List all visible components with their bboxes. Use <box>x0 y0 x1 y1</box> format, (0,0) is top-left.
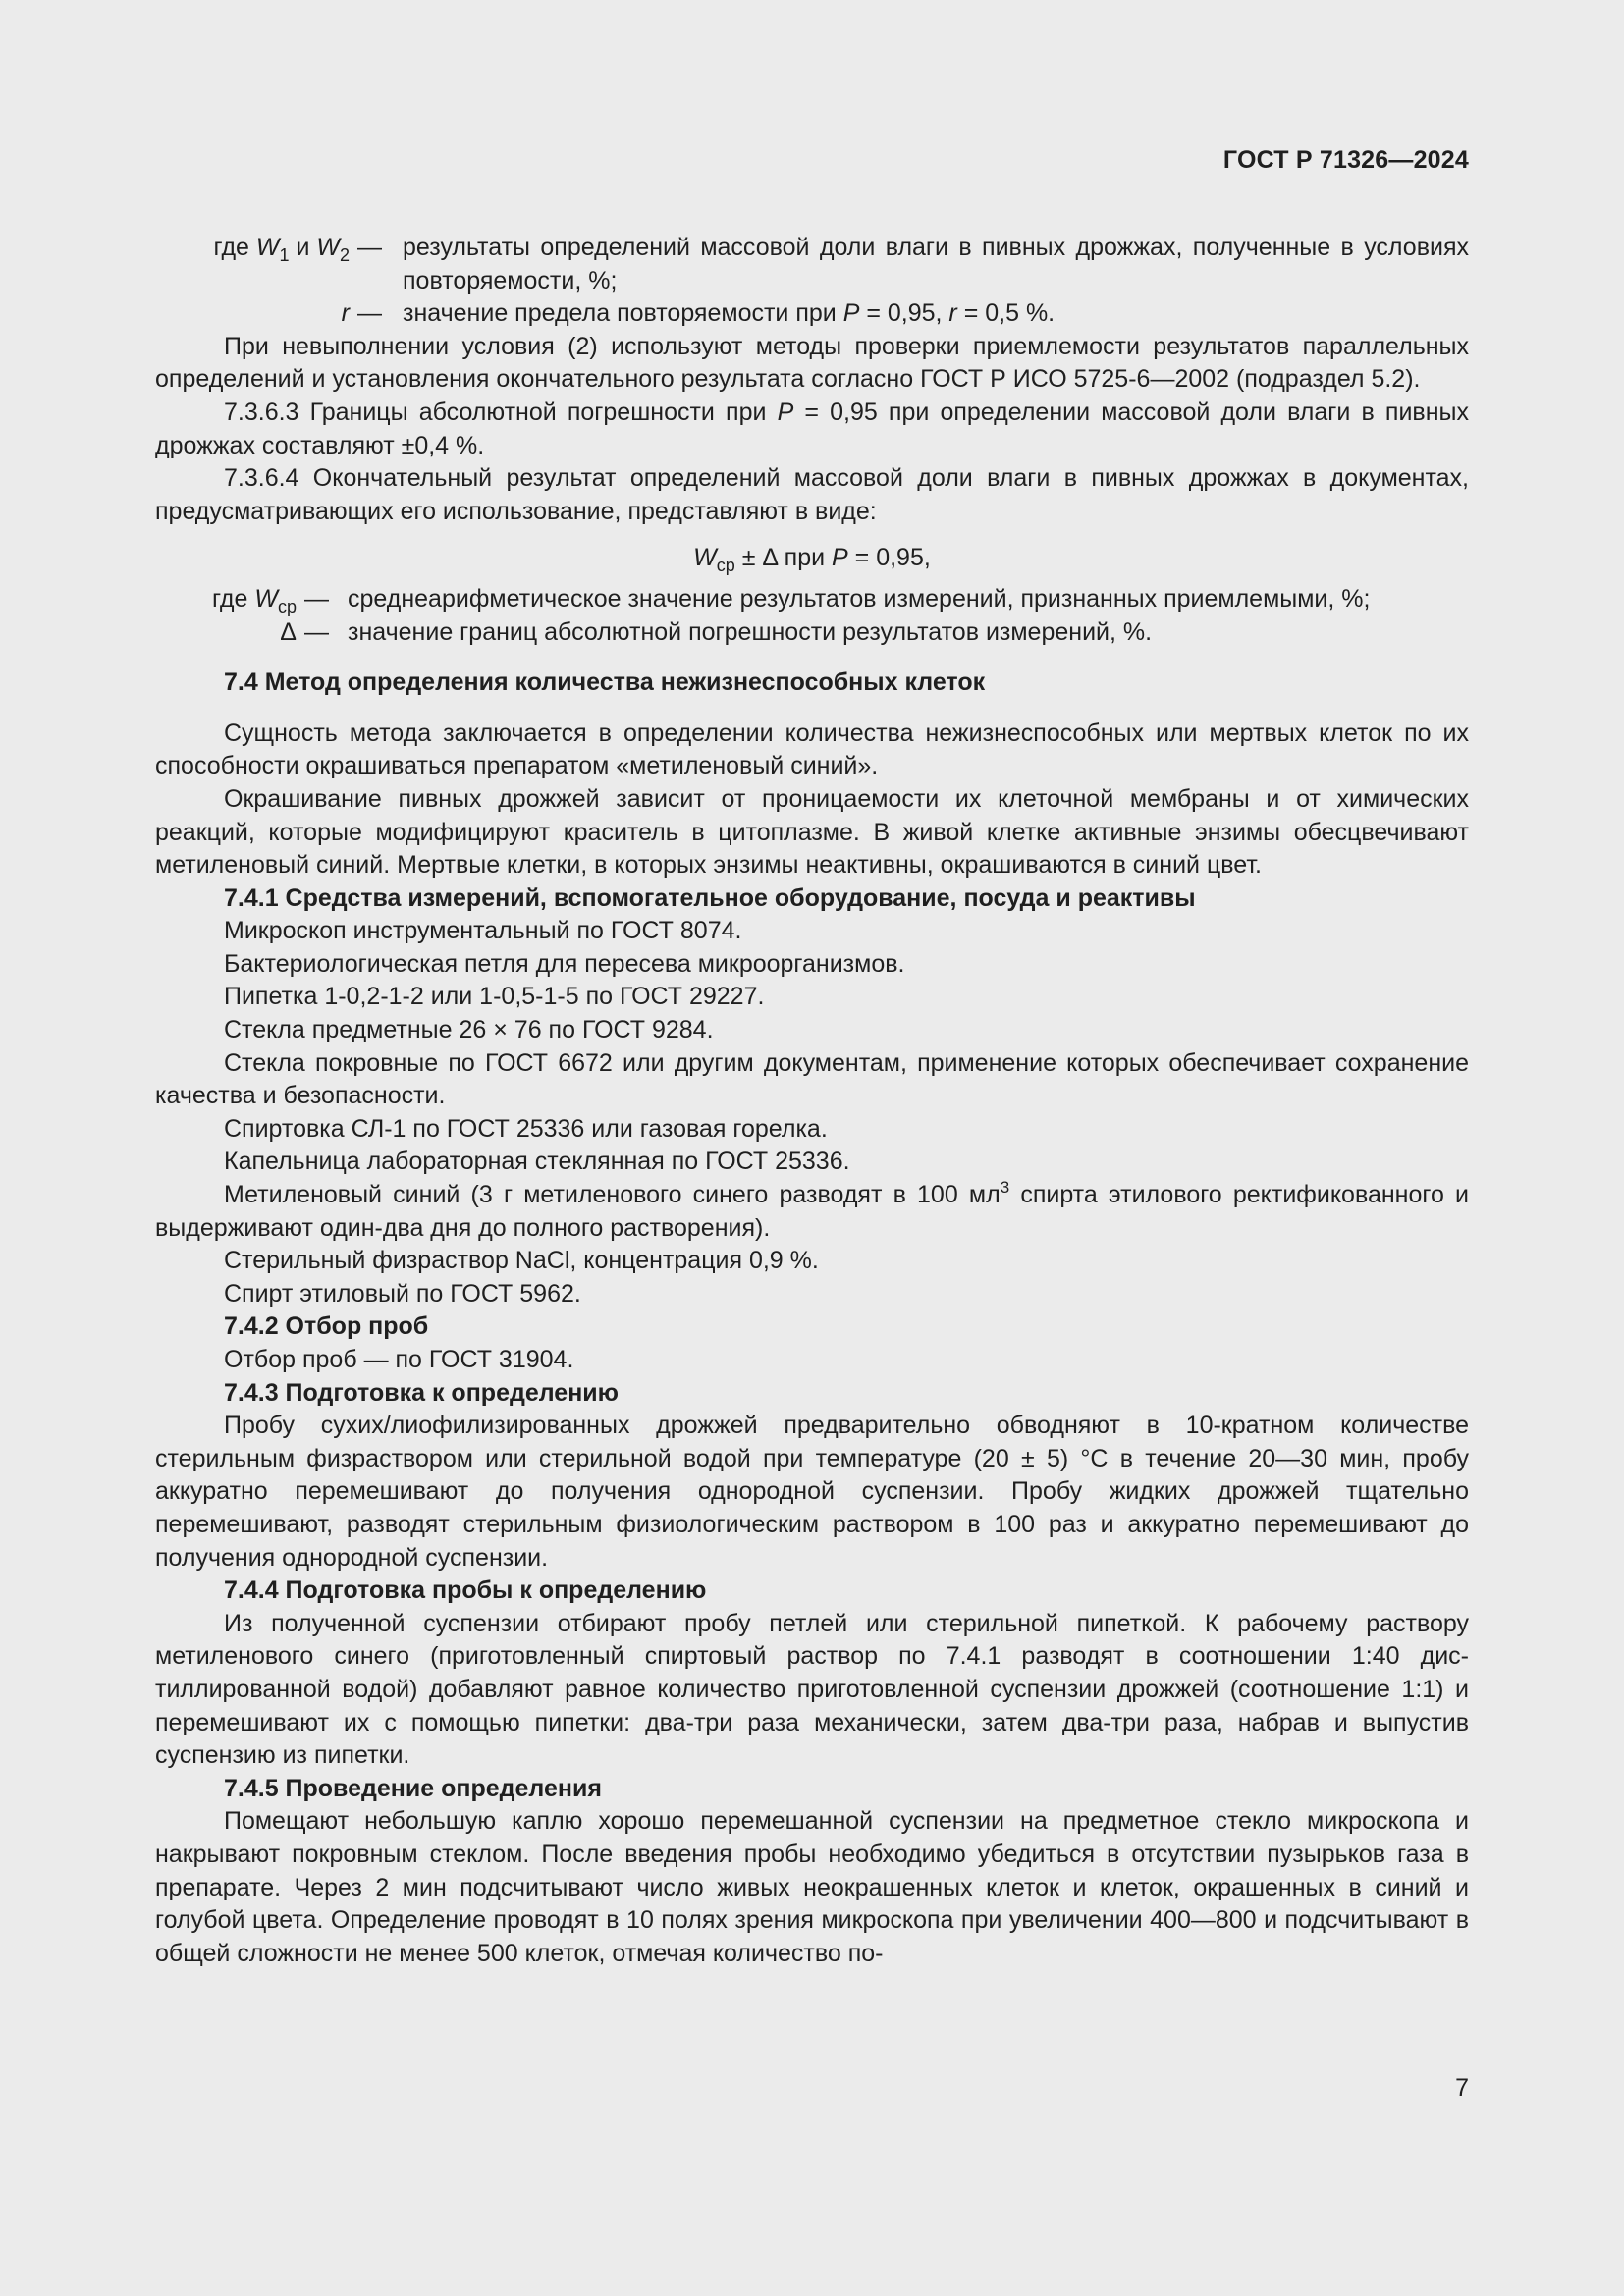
list-item-equipment: Пипетка 1-0,2-1-2 или 1-0,5-1-5 по ГОСТ 29227. <box>224 983 765 1011</box>
where-symbol-r: r <box>341 299 350 328</box>
where-desc-wcp: среднеарифметическое значение результатов измерений, признанных приемлемыми, %; <box>348 584 1371 613</box>
paragraph-condition: При невыполнении условия (2) используют методы проверки приемлемости результатов параллельных определений и установления окончательного результата согласно ГОСТ Р ИСО 5725-6—2002 (подраздел 5.2). <box>155 332 1469 394</box>
list-item-equipment: Спиртовка СЛ-1 по ГОСТ 25336 или газовая горелка. <box>224 1114 828 1143</box>
paragraph-staining: Окрашивание пивных дрожжей зависит от проницаемости их клеточной мембраны и от химических реакций, которые модифицируют краситель в цитоплазме. В живой клетке активные энзимы обесцвечивают метиленовый синий. Мертвые клетки, в которых энзимы неактивны, окрашиваются в синий цвет. <box>155 784 1469 880</box>
paragraph-7-4-5: Помещают небольшую каплю хорошо перемешанной суспензии на предметное стекло микроскопа и накрывают покровным стеклом. После введения пробы необходимо убедиться в отсутствии пузырьков газа в препарате. Через 2 мин подсчитывают число живых неокрашенных клеток и клеток, окрашенных в синий и голубой цвета. Определение проводят в 10 полях зрения микроскопа при увеличении 400—800 и подсчитывают в общей сложности не менее 500 клеток, отмечая количество по- <box>155 1807 1469 1967</box>
paragraph-7-3-6-3: 7.3.6.3 Границы абсолютной погрешности при P = 0,95 при определении массовой доли влаги в пивных дрожжах составляют ±0,4 %. <box>155 398 1469 459</box>
where-dash: — <box>357 234 382 261</box>
section-heading-7-4-5: 7.4.5 Проведение определения <box>224 1774 602 1802</box>
where-dash: — <box>304 617 329 646</box>
list-item-equipment: Стерильный физраствор NaCl, концентрация 0,9 %. <box>224 1247 819 1275</box>
where-desc-delta: значение границ абсолютной погрешности результатов измерений, %. <box>348 617 1153 646</box>
where-symbols-w: где $W_1$ и $W_2$ <box>213 234 350 265</box>
page-number: 7 <box>1455 2074 1469 2102</box>
list-item-equipment: Капельница лабораторная стеклянная по ГОСТ 25336. <box>224 1148 850 1176</box>
section-heading-7-4-3: 7.4.3 Подготовка к определению <box>224 1378 620 1407</box>
list-item-equipment: Микроскоп инструментальный по ГОСТ 8074. <box>224 917 742 945</box>
paragraph-7-4-2: Отбор проб — по ГОСТ 31904. <box>224 1346 574 1373</box>
paragraph-7-4-3: Пробу сухих/лиофилизированных дрожжей предварительно обводняют в 10-кратном количестве стерильным физраствором или стерильной водой при температуре (20 ± 5) °С в течение 20—30 мин, пробу аккуратно перемешивают до получения однородной суспензии. Пробу жидких дрожжей тщательно перемешивают, разводят стерильным физиологическим раствором в 100 раз и аккуратно перемешивают до получения однородной суспензии. <box>155 1412 1469 1572</box>
list-item-equipment: Бактериологическая петля для пересева микроорганизмов. <box>224 949 905 978</box>
section-heading-7-4-4: 7.4.4 Подготовка пробы к определению <box>224 1576 707 1605</box>
paragraph-7-3-6-4: 7.3.6.4 Окончательный результат определений массовой доли влаги в пивных дрожжах в документах, предусматривающих его использование, представляют в виде: <box>155 464 1469 525</box>
document-body <box>155 232 1469 1970</box>
list-item-equipment: Спирт этиловый по ГОСТ 5962. <box>224 1279 581 1308</box>
where-dash: — <box>304 584 329 613</box>
section-heading-7-4: 7.4 Метод определения количества нежизнеспособных клеток <box>224 668 986 697</box>
where-symbol-wcp: где $W_{ср}$ <box>211 584 297 616</box>
where-dash: — <box>357 299 382 328</box>
where-desc-w: результаты определений массовой доли влаги в пивных дрожжах, полученные в условиях повторяемости, %; <box>403 234 1469 294</box>
list-item-equipment: Стекла покровные по ГОСТ 6672 или другим документам, применение которых обеспечивает сохранение качества и безопасности. <box>155 1048 1469 1110</box>
paragraph-essence: Сущность метода заключается в определении количества нежизнеспособных или мертвых клеток по их способности окрашиваться препаратом «метиленовый синий». <box>155 719 1469 780</box>
document-code-header: ГОСТ Р 71326—2024 <box>1222 146 1469 174</box>
list-item-equipment: Стекла предметные 26 × 76 по ГОСТ 9284. <box>224 1016 714 1044</box>
paragraph-7-4-4: Из полученной суспензии отбирают пробу петлей или стерильной пипеткой. К рабочему раствору метиленового синего (приготовленный спиртовый раствор по 7.4.1 разводят в соотношении 1:40 дистиллированной водой) добавляют равное количество приготовленной суспензии дрожжей (соотношение 1:1) и перемешивают их с помощью пипетки: два-три раза механически, затем два-три раза, набрав и выпустив суспензию из пипетки. <box>155 1609 1469 1770</box>
list-item-methylene-blue: Метиленовый синий (3 г метиленового синего разводят в 100 $мл^3$ спирта этилового ректификованного и выдерживают один-два дня до полного растворения). <box>155 1178 1469 1242</box>
where-block-repeatability <box>155 232 1469 331</box>
result-formula: $W_{ср} \pm \Delta$ при P = 0,95, <box>693 544 931 576</box>
section-heading-7-4-1: 7.4.1 Средства измерений, вспомогательное оборудование, посуда и реактивы <box>224 883 1196 912</box>
where-desc-r: значение предела повторяемости при P = 0,95, r = 0,5 %. <box>403 299 1056 328</box>
where-symbol-delta: Δ <box>280 617 297 646</box>
section-heading-7-4-2: 7.4.2 Отбор проб <box>224 1312 429 1341</box>
where-block-result <box>155 583 1469 649</box>
